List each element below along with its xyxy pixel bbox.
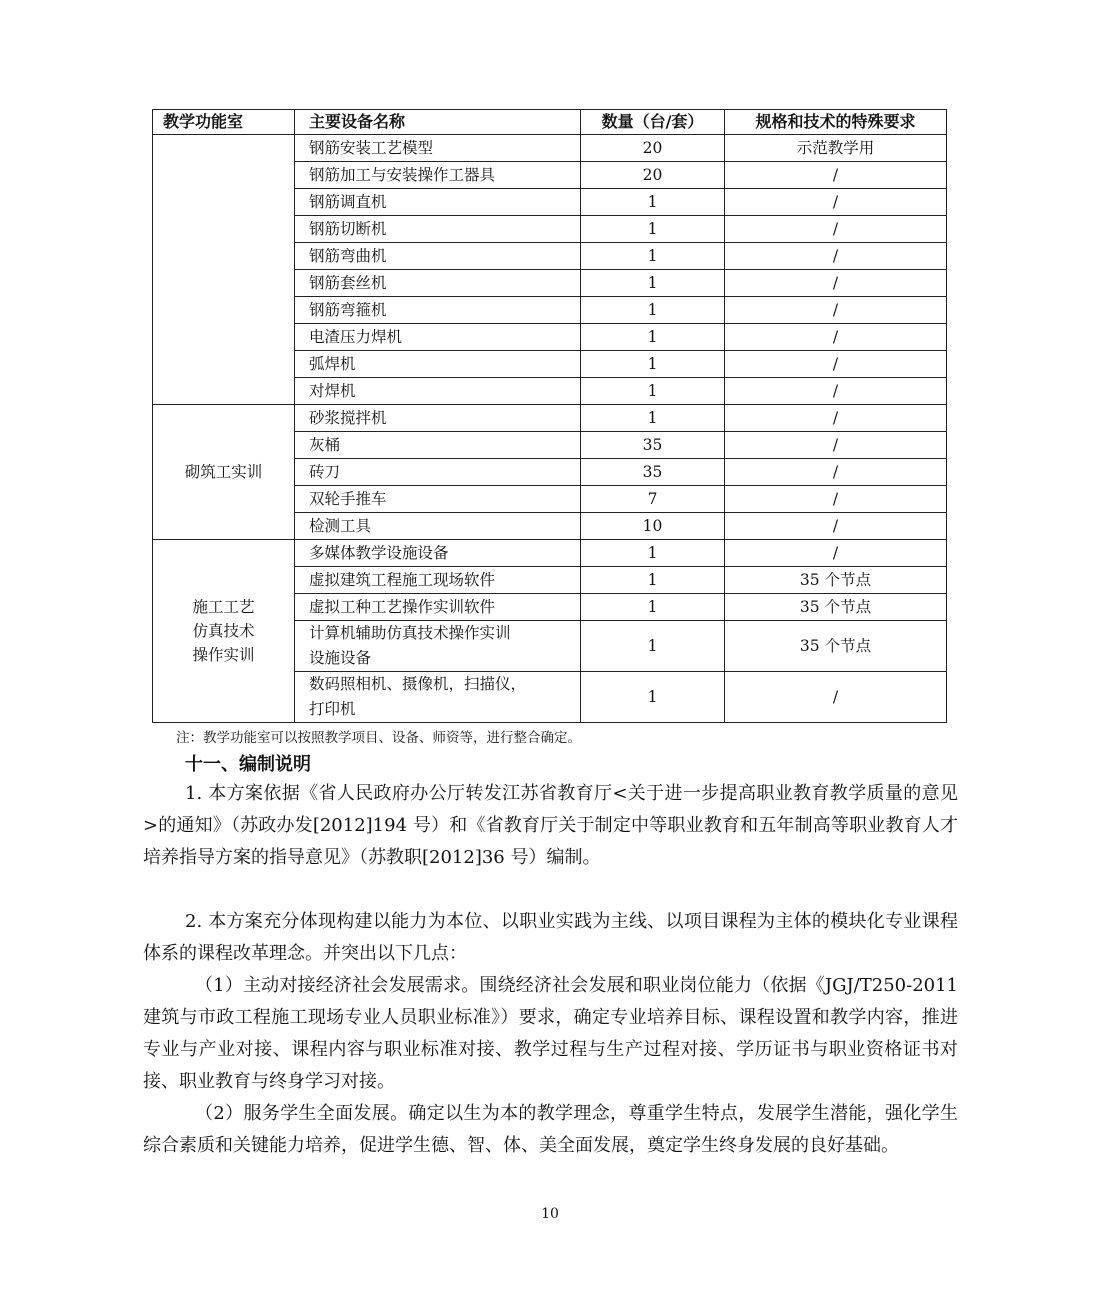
room-cell bbox=[153, 135, 295, 405]
equipment-name: 电渣压力焊机 bbox=[295, 324, 581, 351]
equipment-name bbox=[295, 672, 581, 723]
equipment-name-line: 数码照相机、摄像机，扫描仪， bbox=[309, 675, 527, 693]
equipment-qty: 35 bbox=[581, 432, 725, 459]
equipment-spec: 35 个节点 bbox=[725, 594, 947, 621]
equipment-name: 钢筋调直机 bbox=[295, 189, 581, 216]
equipment-qty: 1 bbox=[581, 621, 725, 672]
equipment-qty: 10 bbox=[581, 513, 725, 540]
equipment-spec: / bbox=[725, 378, 947, 405]
paragraph: 1. 本方案依据《省人民政府办公厅转发江苏省教育厅<关于进一步提高职业教育教学质量的意见>的通知》（苏政办发[2012]194 号）和《省教育厅关于制定中等职业教育和五年制高等职业教育人才培养指导方案的指导意见》（苏教职[2012]36 号）编制。 bbox=[143, 783, 958, 868]
equipment-qty: 1 bbox=[581, 270, 725, 297]
equipment-name: 多媒体教学设施设备 bbox=[295, 540, 581, 567]
equipment-spec: / bbox=[725, 405, 947, 432]
equipment-name bbox=[295, 621, 581, 672]
equipment-name-line: 设施设备 bbox=[309, 649, 372, 667]
equipment-spec: / bbox=[725, 162, 947, 189]
equipment-qty: 1 bbox=[581, 324, 725, 351]
table-row bbox=[153, 135, 947, 162]
header-room: 教学功能室 bbox=[153, 110, 295, 135]
header-quantity: 数量（台/套） bbox=[581, 110, 725, 135]
equipment-name: 砂浆搅拌机 bbox=[295, 405, 581, 432]
equipment-spec: / bbox=[725, 513, 947, 540]
equipment-qty: 1 bbox=[581, 540, 725, 567]
equipment-qty: 1 bbox=[581, 672, 725, 723]
page-number: 10 bbox=[541, 1206, 559, 1222]
equipment-name: 钢筋套丝机 bbox=[295, 270, 581, 297]
paragraph: （2）服务学生全面发展。确定以生为本的教学理念，尊重学生特点，发展学生潜能，强化学生综合素质和关键能力培养，促进学生德、智、体、美全面发展，奠定学生终身发展的良好基础。 bbox=[143, 1103, 958, 1156]
equipment-spec: / bbox=[725, 459, 947, 486]
equipment-spec: / bbox=[725, 324, 947, 351]
equipment-qty: 1 bbox=[581, 378, 725, 405]
room-line: 仿真技术 bbox=[192, 622, 255, 640]
equipment-spec: 35 个节点 bbox=[725, 621, 947, 672]
paragraph: （1）主动对接经济社会发展需求。围绕经济社会发展和职业岗位能力（依据《JGJ/T250-2011 建筑与市政工程施工现场专业人员职业标准》）要求，确定专业培养目标、课程设置和教学内容，推进专业与产业对接、课程内容与职业标准对接、教学过程与生产过程对接、学历证书与职业资格证书对接、职业教育与终身学习对接。 bbox=[143, 975, 958, 1092]
room-line: 操作实训 bbox=[192, 646, 255, 664]
equipment-name-line: 计算机辅助仿真技术操作实训 bbox=[309, 624, 511, 642]
room-cell bbox=[153, 540, 295, 723]
equipment-qty: 1 bbox=[581, 567, 725, 594]
equipment-spec: / bbox=[725, 243, 947, 270]
equipment-name: 钢筋切断机 bbox=[295, 216, 581, 243]
room-cell: 砌筑工实训 bbox=[153, 405, 295, 540]
equipment-qty: 7 bbox=[581, 486, 725, 513]
equipment-name: 虚拟建筑工程施工现场软件 bbox=[295, 567, 581, 594]
equipment-qty: 1 bbox=[581, 594, 725, 621]
equipment-spec: 35 个节点 bbox=[725, 567, 947, 594]
equipment-qty: 20 bbox=[581, 135, 725, 162]
equipment-spec: / bbox=[725, 540, 947, 567]
equipment-spec: 示范教学用 bbox=[725, 135, 947, 162]
header-equipment: 主要设备名称 bbox=[295, 110, 581, 135]
equipment-spec: / bbox=[725, 189, 947, 216]
table-row bbox=[153, 405, 947, 432]
header-spec: 规格和技术的特殊要求 bbox=[725, 110, 947, 135]
paragraph: 2. 本方案充分体现构建以能力为本位、以职业实践为主线、以项目课程为主体的模块化专业课程体系的课程改革理念。并突出以下几点： bbox=[143, 911, 958, 964]
equipment-table bbox=[152, 109, 947, 723]
equipment-name: 检测工具 bbox=[295, 513, 581, 540]
equipment-name: 双轮手推车 bbox=[295, 486, 581, 513]
equipment-qty: 1 bbox=[581, 189, 725, 216]
equipment-name: 砖刀 bbox=[295, 459, 581, 486]
table-row bbox=[153, 540, 947, 567]
equipment-qty: 20 bbox=[581, 162, 725, 189]
equipment-spec: / bbox=[725, 672, 947, 723]
equipment-name: 灰桶 bbox=[295, 432, 581, 459]
equipment-qty: 1 bbox=[581, 405, 725, 432]
equipment-qty: 1 bbox=[581, 243, 725, 270]
equipment-qty: 1 bbox=[581, 351, 725, 378]
equipment-name: 钢筋弯曲机 bbox=[295, 243, 581, 270]
equipment-qty: 1 bbox=[581, 297, 725, 324]
equipment-spec: / bbox=[725, 297, 947, 324]
equipment-name: 对焊机 bbox=[295, 378, 581, 405]
equipment-name: 钢筋加工与安装操作工器具 bbox=[295, 162, 581, 189]
equipment-name: 钢筋弯箍机 bbox=[295, 297, 581, 324]
table-note: 注：教学功能室可以按照教学项目、设备、师资等，进行整合确定。 bbox=[176, 730, 581, 746]
equipment-spec: / bbox=[725, 486, 947, 513]
equipment-name-line: 打印机 bbox=[309, 700, 356, 718]
equipment-qty: 35 bbox=[581, 459, 725, 486]
equipment-spec: / bbox=[725, 216, 947, 243]
equipment-spec: / bbox=[725, 270, 947, 297]
equipment-spec: / bbox=[725, 351, 947, 378]
equipment-name: 钢筋安装工艺模型 bbox=[295, 135, 581, 162]
equipment-name: 弧焊机 bbox=[295, 351, 581, 378]
equipment-spec: / bbox=[725, 432, 947, 459]
table-header-row bbox=[153, 110, 947, 135]
section-heading: 十一、编制说明 bbox=[185, 754, 311, 775]
room-line: 施工工艺 bbox=[192, 598, 255, 616]
equipment-qty: 1 bbox=[581, 216, 725, 243]
equipment-name: 虚拟工种工艺操作实训软件 bbox=[295, 594, 581, 621]
